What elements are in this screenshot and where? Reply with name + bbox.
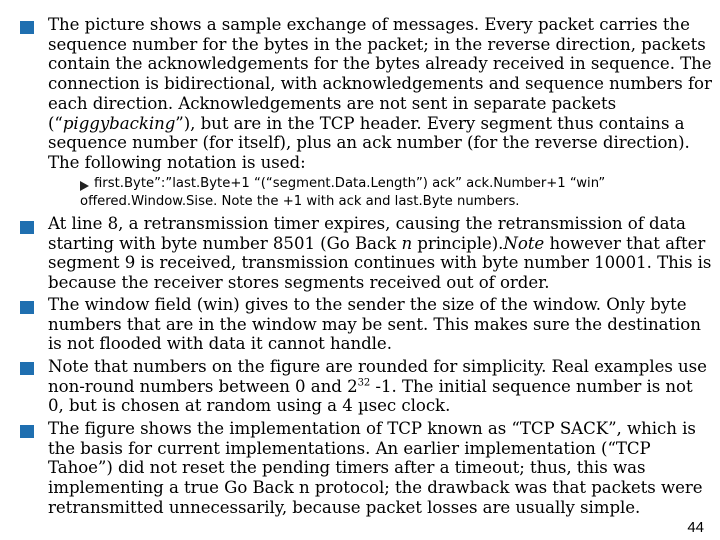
paragraph-rounded-numbers [48,357,712,416]
p1-text-c: ”), but are in the TCP header. Every segment thus contains a sequence number (for itself), plus an ack number (for the reverse direction). The following notation is used: [48,113,690,172]
paragraph-window-field: The window field (win) gives to the sender the size of the window. Only byte numbers that are in the window may be sent. This makes sure the destination is not flooded with data it cannot handle. [48,295,701,354]
p2-italic-n: n [401,233,413,253]
bullet-2 [20,221,34,234]
p2-text-c: principle). [412,233,504,253]
paragraph-message-exchange [48,15,712,173]
paragraph-tcp-sack: The figure shows the implementation of TCP known as “TCP SACK”, which is the basis for current implementations. An earlier implementation (“TCP Tahoe”) did not reset the pending timers after a timeout; thus, this was implementing a true Go Back n protocol; the drawback was that packets were retransmitted unnecessarily, because packet losses are usually simple. [48,419,703,517]
p2-text-a: At line 8, a retransmission timer expires, causing the retransmission of data starting with byte number 8501 (Go Back [48,214,686,253]
p1-text-a: The picture shows a sample exchange of messages. Every packet carries the sequence number for the bytes in the packet; in the reverse direction, packets contain the acknowledgements for the bytes already received in sequence. The connection is bidirectional, with acknowledgements and sequence numbers for each direction. Acknowledgements are not sent in separate packets (“ [48,15,712,133]
p1-italic-piggybacking: piggybacking [62,113,176,133]
bullet-4 [20,362,34,375]
p4-text-b: -1. The initial sequence number is not 0, but is chosen at random using a 4 µsec clock. [48,376,693,416]
paragraph-retransmission [48,214,712,293]
page-number: 44 [687,519,704,536]
notation-line: first.Byte”:”last.Byte+1 “(“segment.Data.Length”) ack” ack.Number+1 “win” offered.Window.Sise. Note the +1 with ack and last.Byte numbers. [80,176,606,209]
bullet-3 [20,301,34,314]
p2-text-e: however that after segment 9 is received, transmission continues with byte number 10001. This is because the receiver stores segments received out of order. [48,233,712,293]
p2-italic-note: Note [503,233,545,253]
bullet-1 [20,21,34,34]
p4-superscript: 32 [357,377,371,389]
p4-text-a: Note that numbers on the figure are rounded for simplicity. Real examples use non-round numbers between 0 and 2 [48,357,707,396]
bullet-5 [20,425,34,438]
